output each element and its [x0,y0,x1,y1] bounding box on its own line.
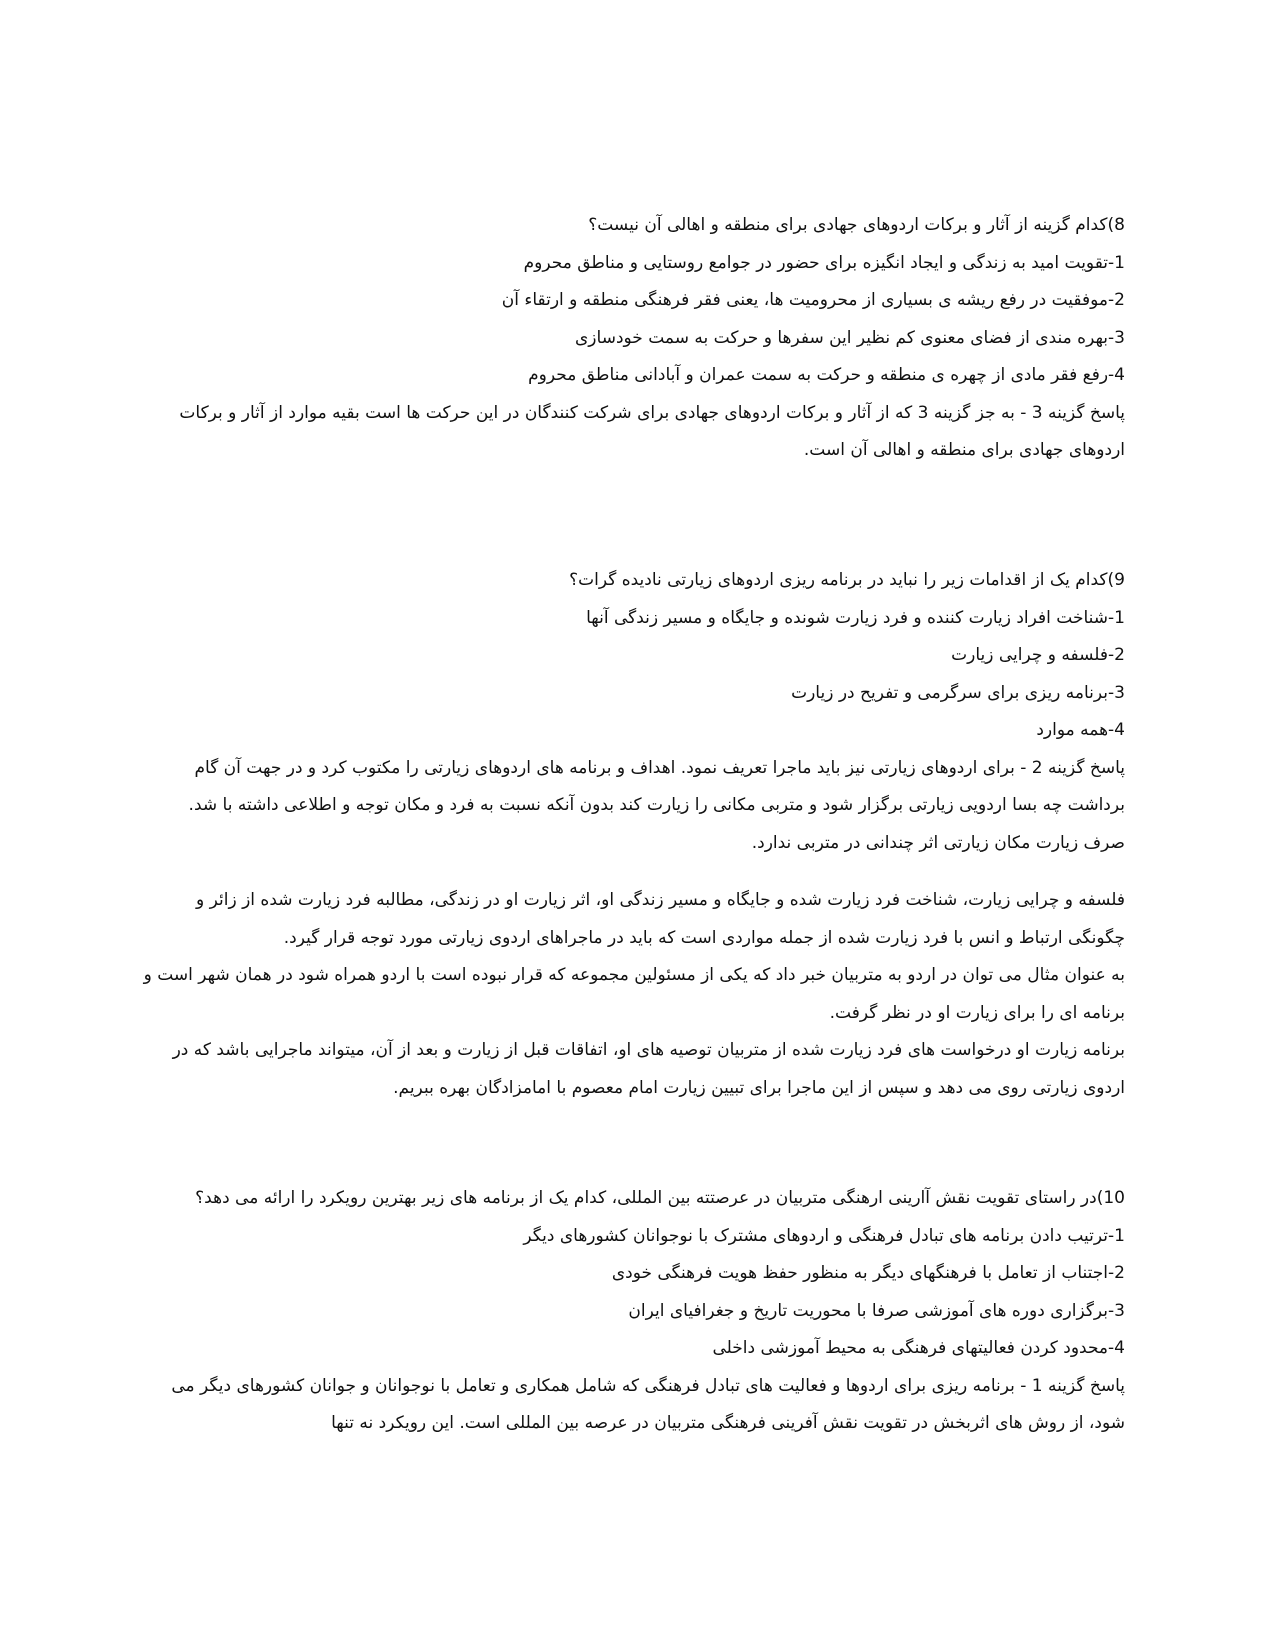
question-number: 9) [1107,570,1125,590]
answer-text: پاسخ گزینه 1 - برنامه ریزی برای اردوها و فعالیت های تبادل فرهنگی که شامل همکاری و تعامل با نوجوانان و جوانان کشورهای دیگر می شود، از روش های اثربخش در تقویت نقش آفرینی فرهنگی متربیان در عرصه بین المللی است. این رویکرد نه تنها [171,1375,1125,1433]
option-1: 1-تقویت امید به زندگی و ایجاد انگیزه برای حضور در جوامع روستایی و مناطق محروم [523,252,1125,273]
option-3: 3-بهره مندی از فضای معنوی کم نظیر این سفرها و حرکت به سمت خودسازی [575,327,1125,348]
explanation-paragraph: فلسفه و چرایی زیارت، شناخت فرد زیارت شده و جایگاه و مسیر زندگی او، اثر زیارت او در زندگی، مطالبه فرد زیارت شده از زائر و چگونگی ارتباط و انس با فرد زیارت شده از جمله مواردی است که باید در ماجراهای اردوی زیارتی مورد توجه قرار گیرد. [196,890,1125,948]
option-2: 2-موفقیت در رفع ریشه ی بسیاری از محرومیت ها، یعنی فقر فرهنگی منطقه و ارتقاء آن [501,290,1125,310]
question-9-explanation [140,882,1125,1107]
question-number: 8) [1107,215,1125,235]
option-1: 1-شناخت افراد زیارت کننده و فرد زیارت شونده و جایگاه و مسیر زندگی آنها [586,607,1125,628]
answer-text: پاسخ گزینه 3 - به جز گزینه 3 که از آثار و برکات اردوهای جهادی برای شرکت کنندگان در این حرکت ها است بقیه موارد از آثار و برکات اردوهای جهادی برای منطقه و اهالی آن است. [179,402,1125,460]
question-text: 8)کدام گزینه از آثار و برکات اردوهای جهادی برای منطقه و اهالی آن نیست؟ [588,215,1125,235]
option-1: 1-ترتیب دادن برنامه های تبادل فرهنگی و اردوهای مشترک با نوجوانان کشورهای دیگر [523,1225,1125,1246]
option-4: 4-رفع فقر مادی از چهره ی منطقه و حرکت به سمت عمران و آبادانی مناطق محروم [528,365,1125,385]
question-text: 9)کدام یک از اقدامات زیر را نباید در برنامه ریزی اردوهای زیارتی نادیده گرات؟ [569,570,1125,590]
question-10 [140,1180,1125,1443]
answer-text: پاسخ گزینه 2 - برای اردوهای زیارتی نیز باید ماجرا تعریف نمود. اهداف و برنامه های اردوهای زیارتی را مکتوب کرد و در جهت آن گام برداشت چه بسا اردویی زیارتی برگزار شود و متربی مکانی را زیارت کند بدون آنکه نسبت به فرد و مکان توجه و اطلاعی داشته با شد. صرف زیارت مکان زیارتی اثر چندانی در متربی ندارد. [188,757,1125,853]
question-8 [145,207,1125,470]
option-4: 4-محدود کردن فعالیتهای فرهنگی به محیط آموزشی داخلی [712,1338,1125,1358]
option-4: 4-همه موارد [1036,720,1125,740]
question-text: 10)در راستای تقویت نقش آارینی ارهنگی متربیان در عرصتته بین المللی، کدام یک از برنامه های زیر بهترین رویکرد را ارائه می دهد؟ [195,1188,1125,1208]
question-number: 10) [1096,1188,1125,1208]
option-2: 2-اجتناب از تعامل با فرهنگهای دیگر به منظور حفظ هویت فرهنگی خودی [611,1263,1125,1283]
option-3: 3-برنامه ریزی برای سرگرمی و تفریح در زیارت [791,682,1125,703]
option-2: 2-فلسفه و چرایی زیارت [951,645,1125,665]
option-3: 3-برگزاری دوره های آموزشی صرفا با محوریت تاریخ و جغرافیای ایران [628,1300,1125,1321]
explanation-paragraph: به عنوان مثال می توان در اردو به متربیان خبر داد که یکی از مسئولین مجموعه که قرار نبوده است با اردو همراه شود در همان شهر است و برنامه ای را برای زیارت او در نظر گرفت. [143,965,1125,1023]
explanation-paragraph: برنامه زیارت او درخواست های فرد زیارت شده از متربیان توصیه های او، اتفاقات قبل از زیارت و بعد از آن، میتواند ماجرایی باشد که در اردوی زیارتی روی می دهد و سپس از این ماجرا برای تبیین زیارت امام معصوم با امامزادگان بهره ببریم. [172,1040,1125,1098]
question-9 [145,562,1125,862]
